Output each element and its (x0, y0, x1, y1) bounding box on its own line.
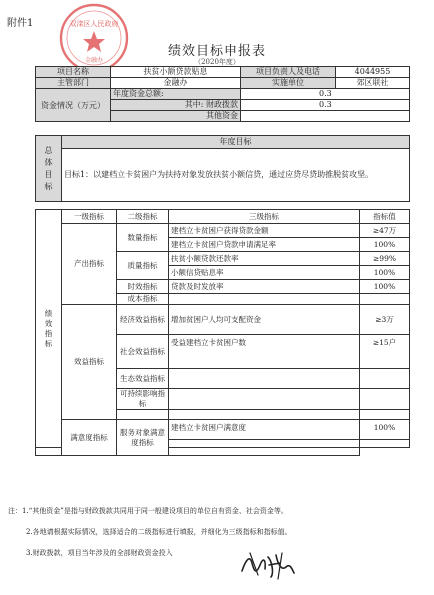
satisfaction-indicator-label: 满意度指标 (62, 420, 117, 456)
quantity-indicator-label: 数量指标 (117, 224, 169, 252)
level1-header: 一级指标 (62, 210, 117, 224)
value-header: 指标值 (360, 210, 410, 224)
indicator-value: ≥3万 (360, 305, 410, 335)
unit-label: 实施单位 (241, 78, 336, 89)
timeliness-indicator-label: 时效指标 (117, 280, 169, 294)
note-2: 2.各地请根据实际情况，选择适合的二级指标进行填报，并细化为三级指标和指标值。 (26, 528, 292, 536)
indicator-value: 100% (360, 238, 410, 252)
indicator-text (169, 410, 360, 420)
unit-value: 郊区联社 (336, 78, 410, 89)
owner-phone-value: 4044955 (336, 67, 410, 78)
ecological-benefit-label: 生态效益指标 (117, 369, 169, 389)
handwritten-signature (238, 545, 298, 585)
footnotes (8, 506, 428, 569)
fiscal-funds-value: 0.3 (241, 100, 410, 111)
indicator-value: ≥15户 (360, 335, 410, 369)
indicator-value (360, 389, 410, 410)
cost-indicator-label: 成本指标 (117, 294, 169, 305)
dept-label: 主管部门 (36, 78, 111, 89)
indicator-text: 受益建档立卡贫困户数 (169, 335, 360, 369)
indicator-value (360, 410, 410, 420)
overall-goal-table (35, 135, 410, 202)
sustainable-impact-label: 可持续影响指标 (117, 389, 169, 410)
year-label: （2020年度） (194, 58, 240, 66)
indicator-text (169, 389, 360, 410)
blank-cell (117, 410, 169, 420)
indicator-text (169, 294, 360, 305)
service-satisfaction-label: 服务对象满意度指标 (117, 420, 169, 456)
indicator-value (360, 294, 410, 305)
attachment-label: 附件1 (7, 18, 34, 29)
overall-goal-side-label: 总体目标 (36, 136, 62, 202)
performance-indicators-table (35, 209, 410, 456)
annual-goal-text: 目标1：以建档立卡贫困户为扶持对象发放扶贫小额信贷，通过应贷尽贷助推脱贫攻坚。 (62, 149, 410, 202)
svg-text:金融办: 金融办 (84, 57, 104, 64)
indicator-text (36, 448, 62, 456)
indicator-value (169, 448, 360, 456)
dept-value: 金融办 (111, 78, 241, 89)
note-1: 注：1.“其他资金”是指与财政拨款共同用于同一般建设项目的单位自有资金、社会资金等。 (8, 507, 288, 515)
indicator-value: ≥99% (360, 252, 410, 266)
other-funds-value (241, 111, 410, 122)
level2-header: 二级指标 (117, 210, 169, 224)
social-benefit-label: 社会效益指标 (117, 335, 169, 369)
note-3: 3.财政拨款，项目当年涉及的全部财政资金投入 (26, 549, 173, 557)
indicator-text: 小额信贷贴息率 (169, 266, 360, 280)
indicator-text: 增加贫困户人均可支配资金 (169, 305, 360, 335)
indicator-value (360, 369, 410, 389)
indicator-text: 建档立卡贫困户满意度 (169, 420, 360, 440)
indicator-text: 扶贫小额贷款还款率 (169, 252, 360, 266)
quality-indicator-label: 质量指标 (117, 252, 169, 280)
total-funds-value: 0.3 (241, 89, 410, 100)
benefit-indicator-label: 效益指标 (62, 305, 117, 420)
total-funds-label: 年度资金总额: (111, 89, 241, 100)
indicator-value: 100% (360, 266, 410, 280)
page-title: 绩效目标申报表 (167, 44, 266, 59)
project-name-value: 扶贫小额贷款贴息 (111, 67, 241, 78)
output-indicator-label: 产出指标 (62, 224, 117, 305)
owner-phone-label: 项目负责人及电话 (241, 67, 336, 78)
indicator-text: 建档立卡贫困户贷款申请满足率 (169, 238, 360, 252)
fiscal-funds-label: 其中: 财政拨款 (111, 100, 241, 111)
funds-label: 资金情况（万元） (36, 89, 111, 122)
level3-header: 三级指标 (169, 210, 360, 224)
annual-goal-header: 年度目标 (62, 136, 410, 149)
performance-side-label: 绩效指标 (36, 210, 62, 448)
indicator-text (169, 440, 360, 448)
project-info-table (35, 66, 410, 122)
indicator-value (360, 440, 410, 448)
indicator-text (169, 369, 360, 389)
indicator-text: 贷款及时发放率 (169, 280, 360, 294)
economic-benefit-label: 经济效益指标 (117, 305, 169, 335)
indicator-text: 建档立卡贫困户获得贷款金额 (169, 224, 360, 238)
project-name-label: 项目名称 (36, 67, 111, 78)
indicator-value: 100% (360, 420, 410, 440)
other-funds-label: 其他资金 (111, 111, 241, 122)
indicator-value: 100% (360, 280, 410, 294)
svg-text:双滦区人民政府: 双滦区人民政府 (69, 20, 119, 28)
indicator-value: ≥47万 (360, 224, 410, 238)
